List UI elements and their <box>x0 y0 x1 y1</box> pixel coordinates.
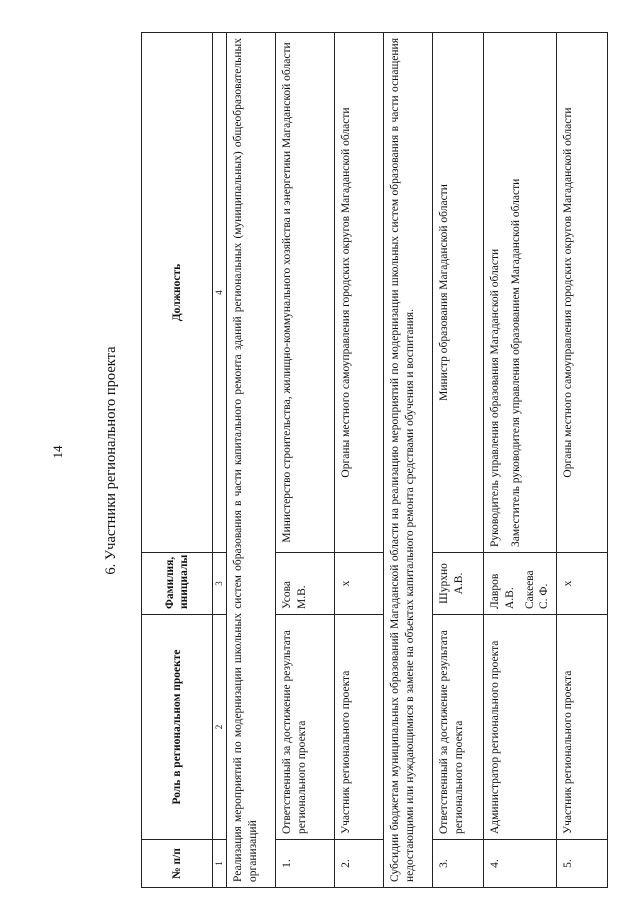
row-name-cell <box>484 553 557 615</box>
table-row <box>484 33 557 888</box>
table-row <box>276 33 335 888</box>
rotated-page-content <box>95 33 574 888</box>
header-name: Фамилия, инициалы <box>142 553 213 615</box>
row-name: Усова М.В. <box>276 553 335 615</box>
row-number: 1. <box>276 840 335 888</box>
row-role: Администратор регионального проекта <box>484 615 557 840</box>
group-title: Субсидии бюджетам муниципальных образований Магаданской области на реализацию мероприятий по модернизации школьных систем образования в части оснащения недостающими или нуждающимися в замене на объектах капитального ремонта средствами обучения и воспитания. <box>384 33 433 888</box>
row-position: Руководитель управления образования Магаданской области <box>489 248 502 547</box>
row-position: Органы местного самоуправления городских округов Магаданской области <box>556 33 607 553</box>
header-role: Роль в региональном проекте <box>142 615 213 840</box>
row-name: х <box>556 553 607 615</box>
row-position: Министр образования Магаданской области <box>433 33 484 553</box>
column-index-row <box>213 33 227 888</box>
table-row <box>335 33 384 888</box>
group-title: Реализация мероприятий по модернизации школьных систем образования в части капитального ремонта зданий региональных (муниципальных) общеобразовательных организаций <box>227 33 276 888</box>
table-row <box>433 33 484 888</box>
column-index: 2 <box>213 615 227 840</box>
row-number: 3. <box>433 840 484 888</box>
row-position: Органы местного самоуправления городских округов Магаданской области <box>335 33 384 553</box>
row-number: 2. <box>335 840 384 888</box>
row-number: 5. <box>556 840 607 888</box>
row-position: Министерство строительства, жилищно-коммунального хозяйства и энергетики Магаданской области <box>276 33 335 553</box>
row-number: 4. <box>484 840 557 888</box>
row-role: Ответственный за достижение результата регионального проекта <box>276 615 335 840</box>
group-row <box>384 33 433 888</box>
row-position-second: Заместитель руководителя управления образованием Магаданской области <box>509 178 522 547</box>
row-role: Участник регионального проекта <box>335 615 384 840</box>
group-row <box>227 33 276 888</box>
table-row <box>556 33 607 888</box>
participants-table <box>141 32 608 888</box>
table-header-row <box>142 33 213 888</box>
row-name: х <box>335 553 384 615</box>
section-title: 6. Участники регионального проекта <box>103 346 119 575</box>
row-name-second: Сакеева С. Ф. <box>524 570 551 609</box>
row-role: Участник регионального проекта <box>556 615 607 840</box>
header-position: Должность <box>142 33 213 553</box>
row-position-cell <box>484 33 557 553</box>
column-index: 1 <box>213 840 227 888</box>
column-index: 3 <box>213 553 227 615</box>
row-role: Ответственный за достижение результата регионального проекта <box>433 615 484 840</box>
row-name: Лавров А.В. <box>489 573 516 609</box>
page-number: 14 <box>50 445 65 459</box>
row-name: Шурхно А.В. <box>433 553 484 615</box>
column-index: 4 <box>213 33 227 553</box>
header-number: № п/п <box>142 840 213 888</box>
